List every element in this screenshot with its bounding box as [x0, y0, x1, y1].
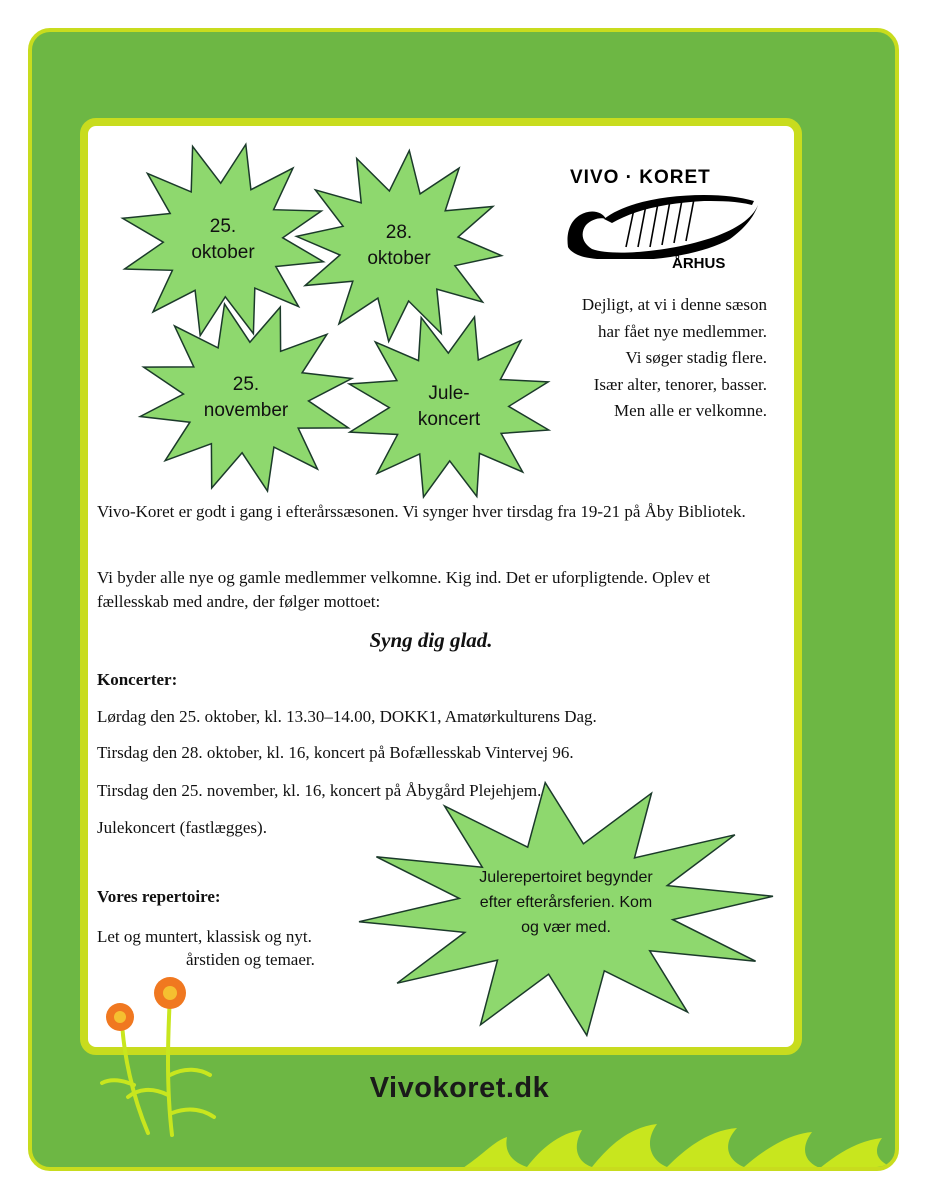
concerts-heading: Koncerter: [97, 670, 178, 689]
intro-line: Især alter, tenorer, basser. [593, 374, 767, 394]
repertoire-heading: Vores repertoire: [97, 887, 221, 906]
burst-line: Julerepertoiret begynder [479, 869, 653, 886]
burst-line: oktober [367, 248, 431, 269]
intro-line: Vi søger stadig flere. [625, 348, 767, 367]
concert-item: Julekoncert (fastlægges). [97, 818, 267, 837]
concert-item: Lørdag den 25. oktober, kl. 13.30–14.00, DOKK1, Amatørkulturens Dag. [97, 707, 597, 726]
burst-line: 28. [385, 222, 413, 244]
website-link[interactable] [0, 1072, 927, 1105]
intro-text [520, 292, 767, 425]
lyre-icon [564, 189, 764, 259]
burst-line: 25. [232, 373, 260, 395]
grass-decoration [452, 1112, 899, 1171]
flower-icon [106, 1003, 134, 1031]
motto: Syng dig glad. [369, 628, 493, 652]
body-paragraph-2: Vi byder alle nye og gamle medlemmer velkomne. Kig ind. Det er uforpligtende. Oplev et fællesskab med andre, der følger mottoet: [97, 568, 711, 611]
website-text[interactable]: Vivokoret.dk [369, 1072, 550, 1104]
intro-line: Dejligt, at vi i denne sæson [581, 295, 767, 314]
logo-city: ÅRHUS [672, 255, 726, 272]
intro-line: har fået nye medlemmer. [598, 321, 767, 341]
burst-line: Jule- [428, 383, 470, 405]
burst-line: og vær med. [521, 918, 611, 936]
burst-line: 25. [209, 216, 237, 238]
repertoire-line: årstiden og temaer. [186, 950, 315, 969]
concert-item: Tirsdag den 25. november, kl. 16, koncert på Åbygård Plejehjem. [97, 781, 542, 800]
burst-line: koncert [417, 409, 481, 430]
burst-line: oktober [191, 242, 255, 263]
date-burst-nov25 [136, 300, 356, 495]
flower-decoration [90, 975, 230, 1140]
intro-line: Men alle er velkomne. [614, 401, 767, 420]
repertoire-burst [356, 780, 776, 1038]
repertoire-line: Let og muntert, klassisk og nyt. [97, 927, 312, 946]
burst-line: november [203, 399, 289, 421]
logo-name: VIVO · KORET [570, 167, 711, 188]
concert-item: Tirsdag den 28. oktober, kl. 16, koncert på Bofællesskab Vintervej 96. [97, 743, 574, 762]
flower-icon [154, 977, 186, 1009]
vivo-koret-logo [564, 165, 764, 280]
burst-line: efter efterårsferien. Kom [479, 893, 653, 911]
body-paragraph-1: Vivo-Koret er godt i gang i efterårssæsonen. Vi synger hver tirsdag fra 19-21 på Åby Bibliotek. [97, 502, 746, 521]
